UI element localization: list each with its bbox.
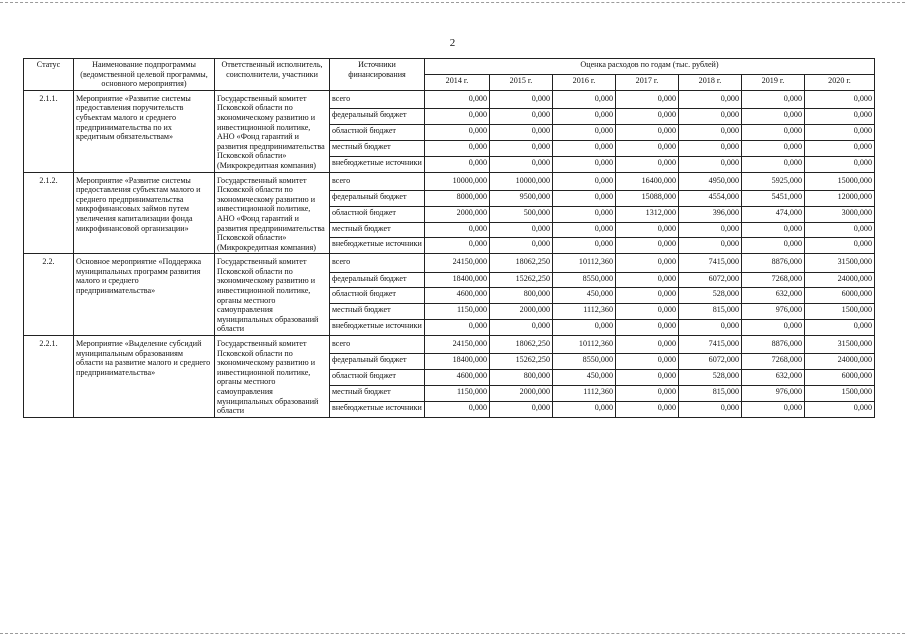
amount-cell: 1500,000 [805, 304, 875, 320]
amount-cell: 0,000 [616, 238, 679, 254]
amount-cell: 0,000 [425, 156, 490, 172]
amount-cell: 18062,250 [490, 254, 553, 272]
amount-cell: 0,000 [490, 140, 553, 156]
amount-cell: 10000,000 [425, 172, 490, 190]
amount-cell: 1150,000 [425, 386, 490, 402]
activity-name-cell: Мероприятие «Выделение субсидий муниципальным образованиям области на развитие малого и среднего предпринимательства» [74, 336, 215, 418]
amount-cell: 0,000 [553, 140, 616, 156]
amount-cell: 8550,000 [553, 354, 616, 370]
amount-cell: 10000,000 [490, 172, 553, 190]
amount-cell: 0,000 [616, 288, 679, 304]
amount-cell: 0,000 [616, 109, 679, 125]
amount-cell: 0,000 [616, 222, 679, 238]
amount-cell: 0,000 [679, 222, 742, 238]
amount-cell: 0,000 [616, 272, 679, 288]
amount-cell: 8876,000 [742, 254, 805, 272]
amount-cell: 0,000 [616, 386, 679, 402]
amount-cell: 24150,000 [425, 254, 490, 272]
amount-cell: 450,000 [553, 288, 616, 304]
funding-source-cell: всего [330, 254, 425, 272]
amount-cell: 0,000 [425, 222, 490, 238]
amount-cell: 12000,000 [805, 190, 875, 206]
amount-cell: 31500,000 [805, 254, 875, 272]
amount-cell: 500,000 [490, 206, 553, 222]
page-number: 2 [449, 37, 456, 49]
funding-source-cell: всего [330, 172, 425, 190]
amount-cell: 18400,000 [425, 354, 490, 370]
amount-cell: 815,000 [679, 304, 742, 320]
amount-cell: 0,000 [805, 124, 875, 140]
status-cell: 2.2.1. [24, 336, 74, 418]
funding-source-cell: внебюджетные источники [330, 320, 425, 336]
header-name: Наименование подпрограммы (ведомственной целевой программы, основного мероприятия) [74, 59, 215, 91]
amount-cell: 24000,000 [805, 354, 875, 370]
amount-cell: 6000,000 [805, 288, 875, 304]
amount-cell: 632,000 [742, 370, 805, 386]
header-year: 2014 г. [425, 74, 490, 90]
amount-cell: 528,000 [679, 288, 742, 304]
funding-source-cell: федеральный бюджет [330, 272, 425, 288]
amount-cell: 0,000 [616, 254, 679, 272]
amount-cell: 0,000 [616, 354, 679, 370]
amount-cell: 7268,000 [742, 354, 805, 370]
responsible-cell: Государственный комитет Псковской области по экономическому развитию и инвестиционной политике, АНО «Фонд гарантий и развития предпринимательства Псковской области» (Микрокредитная компания) [215, 172, 330, 254]
amount-cell: 7415,000 [679, 336, 742, 354]
amount-cell: 0,000 [616, 156, 679, 172]
amount-cell: 24000,000 [805, 272, 875, 288]
amount-cell: 5925,000 [742, 172, 805, 190]
activity-name-cell: Мероприятие «Развитие системы предоставления субъектам малого и среднего предпринимательства микрофинансовых займов путем увеличения капитализации фонда микрофинансовой организации» [74, 172, 215, 254]
amount-cell: 0,000 [490, 222, 553, 238]
amount-cell: 0,000 [805, 90, 875, 108]
amount-cell: 0,000 [742, 401, 805, 417]
funding-source-cell: местный бюджет [330, 222, 425, 238]
funding-source-cell: местный бюджет [330, 304, 425, 320]
funding-source-cell: внебюджетные источники [330, 401, 425, 417]
amount-cell: 31500,000 [805, 336, 875, 354]
amount-cell: 0,000 [805, 238, 875, 254]
header-sources: Источники финансирования [330, 59, 425, 91]
amount-cell: 0,000 [490, 109, 553, 125]
status-cell: 2.2. [24, 254, 74, 336]
amount-cell: 800,000 [490, 370, 553, 386]
funding-source-cell: областной бюджет [330, 288, 425, 304]
table-row [24, 336, 875, 354]
funding-source-cell: областной бюджет [330, 124, 425, 140]
amount-cell: 0,000 [805, 401, 875, 417]
funding-source-cell: федеральный бюджет [330, 354, 425, 370]
amount-cell: 0,000 [425, 401, 490, 417]
amount-cell: 0,000 [616, 140, 679, 156]
amount-cell: 0,000 [679, 124, 742, 140]
amount-cell: 0,000 [805, 156, 875, 172]
amount-cell: 800,000 [490, 288, 553, 304]
amount-cell: 0,000 [679, 401, 742, 417]
amount-cell: 1500,000 [805, 386, 875, 402]
amount-cell: 0,000 [616, 401, 679, 417]
amount-cell: 0,000 [425, 90, 490, 108]
funding-source-cell: внебюджетные источники [330, 156, 425, 172]
amount-cell: 10112,360 [553, 254, 616, 272]
amount-cell: 0,000 [616, 370, 679, 386]
amount-cell: 0,000 [425, 140, 490, 156]
amount-cell: 0,000 [805, 140, 875, 156]
amount-cell: 0,000 [679, 109, 742, 125]
amount-cell: 450,000 [553, 370, 616, 386]
header-year: 2020 г. [805, 74, 875, 90]
amount-cell: 2000,000 [490, 304, 553, 320]
amount-cell: 0,000 [553, 222, 616, 238]
amount-cell: 2000,000 [490, 386, 553, 402]
amount-cell: 0,000 [553, 238, 616, 254]
amount-cell: 1312,000 [616, 206, 679, 222]
amount-cell: 1112,360 [553, 304, 616, 320]
amount-cell: 4950,000 [679, 172, 742, 190]
amount-cell: 0,000 [425, 109, 490, 125]
amount-cell: 0,000 [553, 124, 616, 140]
activity-name-cell: Мероприятие «Развитие системы предоставления поручительств субъектам малого и среднего предпринимательства по их кредитным обязательствам» [74, 90, 215, 172]
amount-cell: 0,000 [490, 401, 553, 417]
amount-cell: 0,000 [490, 90, 553, 108]
amount-cell: 5451,000 [742, 190, 805, 206]
amount-cell: 18062,250 [490, 336, 553, 354]
amount-cell: 528,000 [679, 370, 742, 386]
amount-cell: 10112,360 [553, 336, 616, 354]
amount-cell: 0,000 [742, 320, 805, 336]
funding-source-cell: внебюджетные источники [330, 238, 425, 254]
amount-cell: 4600,000 [425, 288, 490, 304]
table-row [24, 254, 875, 272]
amount-cell: 1150,000 [425, 304, 490, 320]
amount-cell: 0,000 [742, 156, 805, 172]
amount-cell: 4554,000 [679, 190, 742, 206]
amount-cell: 4600,000 [425, 370, 490, 386]
amount-cell: 0,000 [553, 90, 616, 108]
amount-cell: 7268,000 [742, 272, 805, 288]
top-scan-edge [0, 2, 905, 3]
amount-cell: 8000,000 [425, 190, 490, 206]
amount-cell: 976,000 [742, 386, 805, 402]
amount-cell: 0,000 [805, 222, 875, 238]
funding-source-cell: всего [330, 336, 425, 354]
bottom-scan-edge [0, 633, 905, 634]
amount-cell: 0,000 [805, 109, 875, 125]
table-body [24, 90, 875, 417]
amount-cell: 0,000 [616, 336, 679, 354]
amount-cell: 0,000 [553, 320, 616, 336]
header-year: 2017 г. [616, 74, 679, 90]
amount-cell: 0,000 [553, 206, 616, 222]
amount-cell: 15088,000 [616, 190, 679, 206]
amount-cell: 0,000 [553, 401, 616, 417]
header-year: 2016 г. [553, 74, 616, 90]
amount-cell: 815,000 [679, 386, 742, 402]
amount-cell: 0,000 [679, 238, 742, 254]
amount-cell: 1112,360 [553, 386, 616, 402]
funding-source-cell: областной бюджет [330, 370, 425, 386]
amount-cell: 6000,000 [805, 370, 875, 386]
table-row [24, 90, 875, 108]
amount-cell: 9500,000 [490, 190, 553, 206]
amount-cell: 8876,000 [742, 336, 805, 354]
responsible-cell: Государственный комитет Псковской области по экономическому развитию и инвестиционной политике, органы местного самоуправления муниципальных образований области [215, 336, 330, 418]
amount-cell: 15262,250 [490, 354, 553, 370]
amount-cell: 0,000 [490, 156, 553, 172]
amount-cell: 976,000 [742, 304, 805, 320]
responsible-cell: Государственный комитет Псковской области по экономическому развитию и инвестиционной политике, АНО «Фонд гарантий и развития предпринимательства Псковской области» (Микрокредитная компания) [215, 90, 330, 172]
status-cell: 2.1.2. [24, 172, 74, 254]
amount-cell: 0,000 [742, 222, 805, 238]
funding-source-cell: федеральный бюджет [330, 190, 425, 206]
amount-cell: 0,000 [553, 156, 616, 172]
budget-table [23, 58, 875, 418]
amount-cell: 0,000 [425, 320, 490, 336]
amount-cell: 0,000 [742, 140, 805, 156]
header-status: Статус [24, 59, 74, 91]
header-responsible: Ответственный исполнитель, соисполнители, участники [215, 59, 330, 91]
amount-cell: 0,000 [742, 238, 805, 254]
amount-cell: 0,000 [553, 190, 616, 206]
amount-cell: 0,000 [616, 90, 679, 108]
amount-cell: 15000,000 [805, 172, 875, 190]
amount-cell: 16400,000 [616, 172, 679, 190]
header-year: 2015 г. [490, 74, 553, 90]
amount-cell: 0,000 [679, 140, 742, 156]
amount-cell: 0,000 [616, 320, 679, 336]
header-year: 2019 г. [742, 74, 805, 90]
table-row [24, 172, 875, 190]
amount-cell: 0,000 [679, 90, 742, 108]
amount-cell: 0,000 [490, 238, 553, 254]
funding-source-cell: федеральный бюджет [330, 109, 425, 125]
funding-source-cell: областной бюджет [330, 206, 425, 222]
activity-name-cell: Основное мероприятие «Поддержка муниципальных программ развития малого и среднего предпринимательства» [74, 254, 215, 336]
funding-source-cell: местный бюджет [330, 386, 425, 402]
funding-source-cell: местный бюджет [330, 140, 425, 156]
amount-cell: 2000,000 [425, 206, 490, 222]
amount-cell: 6072,000 [679, 354, 742, 370]
amount-cell: 0,000 [679, 156, 742, 172]
amount-cell: 0,000 [425, 238, 490, 254]
amount-cell: 0,000 [742, 124, 805, 140]
amount-cell: 7415,000 [679, 254, 742, 272]
amount-cell: 0,000 [679, 320, 742, 336]
amount-cell: 18400,000 [425, 272, 490, 288]
amount-cell: 8550,000 [553, 272, 616, 288]
status-cell: 2.1.1. [24, 90, 74, 172]
amount-cell: 0,000 [805, 320, 875, 336]
amount-cell: 632,000 [742, 288, 805, 304]
header-estimate: Оценка расходов по годам (тыс. рублей) [425, 59, 875, 75]
amount-cell: 0,000 [490, 124, 553, 140]
header-year: 2018 г. [679, 74, 742, 90]
amount-cell: 0,000 [616, 124, 679, 140]
amount-cell: 0,000 [425, 124, 490, 140]
responsible-cell: Государственный комитет Псковской области по экономическому развитию и инвестиционной политике, органы местного самоуправления муниципальных образований области [215, 254, 330, 336]
amount-cell: 0,000 [490, 320, 553, 336]
amount-cell: 0,000 [553, 109, 616, 125]
amount-cell: 24150,000 [425, 336, 490, 354]
amount-cell: 0,000 [616, 304, 679, 320]
table-header [24, 59, 875, 91]
amount-cell: 0,000 [742, 109, 805, 125]
amount-cell: 474,000 [742, 206, 805, 222]
amount-cell: 0,000 [553, 172, 616, 190]
amount-cell: 3000,000 [805, 206, 875, 222]
amount-cell: 6072,000 [679, 272, 742, 288]
amount-cell: 396,000 [679, 206, 742, 222]
amount-cell: 15262,250 [490, 272, 553, 288]
funding-source-cell: всего [330, 90, 425, 108]
amount-cell: 0,000 [742, 90, 805, 108]
